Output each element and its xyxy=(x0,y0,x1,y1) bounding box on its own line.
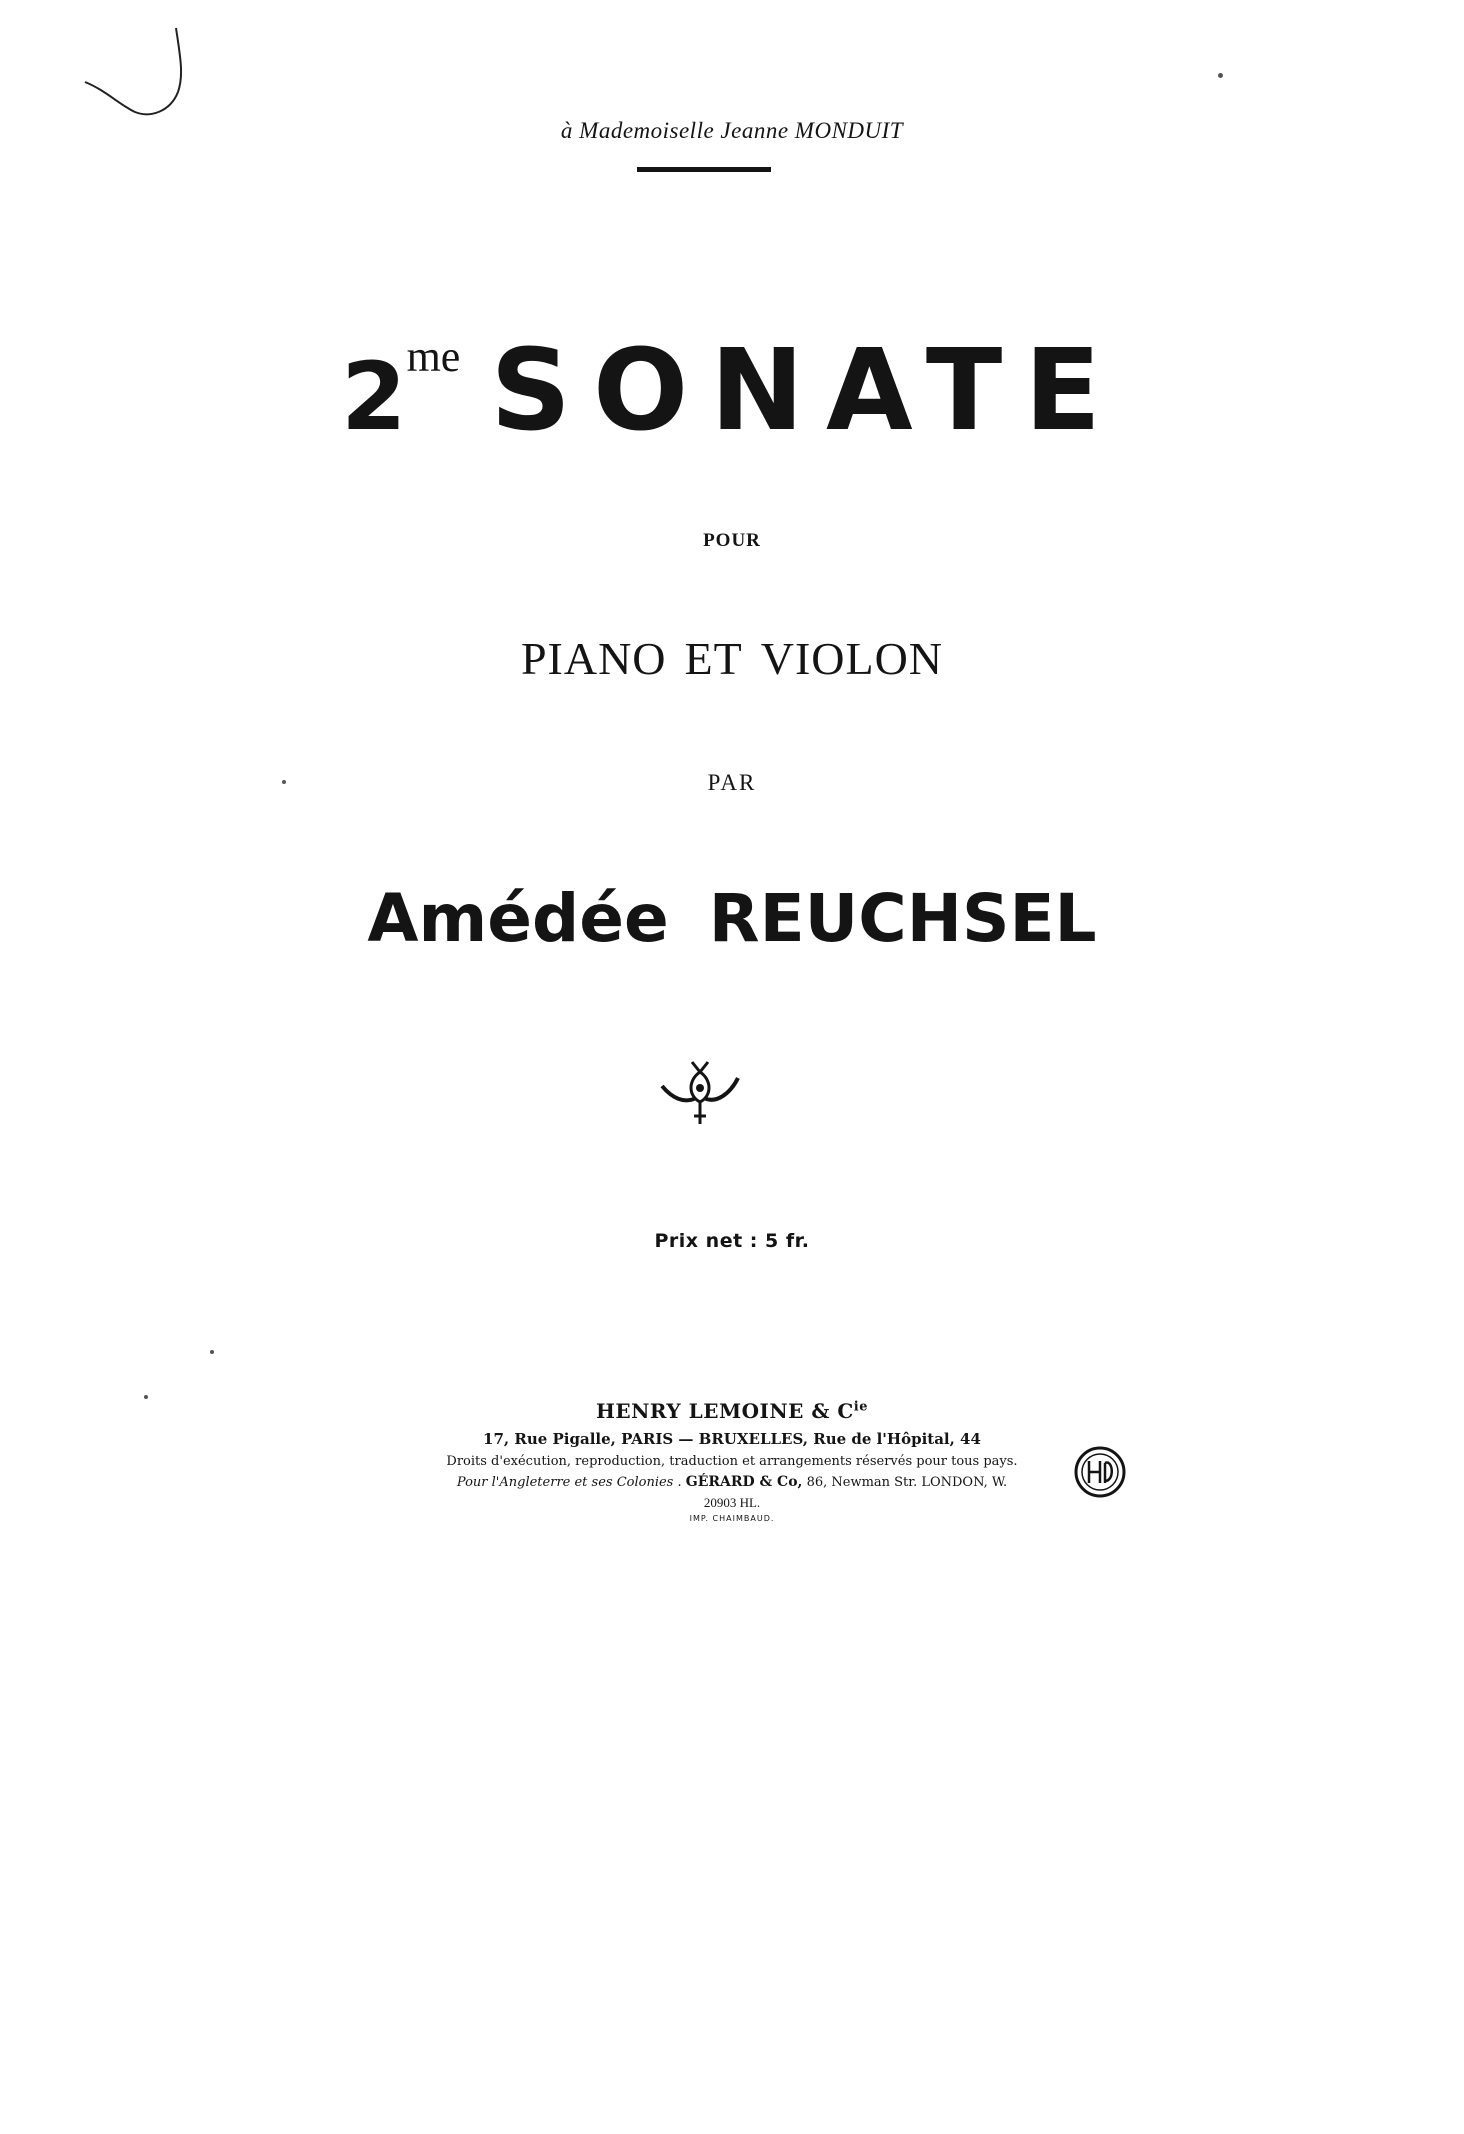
composer-first-name: Amédée xyxy=(367,880,669,957)
title-ordinal-suffix: me xyxy=(406,332,461,381)
rights-notice: Droits d'exécution, reproduction, traduction et arrangements réservés pour tous pays. xyxy=(446,1454,1018,1469)
instrumentation xyxy=(0,632,1464,685)
instrument-violin: VIOLON xyxy=(760,633,944,684)
work-title xyxy=(0,326,1464,456)
uk-address: 86, Newman Str. LONDON, W. xyxy=(806,1475,1008,1490)
pour-label: POUR xyxy=(703,530,761,551)
scan-speck xyxy=(210,1350,214,1354)
uk-agent-line: Pour l'Angleterre et ses Colonies . GÉRARD & Co, 86, Newman Str. LONDON, W. xyxy=(456,1474,1008,1490)
scan-speck xyxy=(1218,73,1223,78)
publisher-seal-icon xyxy=(1073,1445,1127,1499)
composer-name xyxy=(0,880,1464,957)
floral-ornament-icon xyxy=(658,1058,742,1128)
instrument-conjunction: ET xyxy=(684,633,743,684)
publisher-name-suffix: ie xyxy=(853,1399,869,1415)
catalogue-number: 20903 HL. xyxy=(703,1495,761,1510)
par-label: PAR xyxy=(707,770,757,795)
publisher-address: 17, Rue Pigalle, PARIS — BRUXELLES, Rue de l'Hôpital, 44 xyxy=(483,1430,981,1448)
price: Prix net : 5 fr. xyxy=(654,1230,810,1252)
publisher-name xyxy=(0,1399,1464,1423)
composer-last-name: REUCHSEL xyxy=(708,880,1097,957)
uk-agent: GÉRARD & Co, xyxy=(685,1474,803,1490)
instrument-piano: PIANO xyxy=(520,633,667,684)
printer-imprint: IMP. CHAIMBAUD. xyxy=(689,1514,775,1523)
uk-prefix: Pour l'Angleterre et ses Colonies xyxy=(456,1475,674,1490)
margin-scribble xyxy=(80,20,190,120)
dedication: à Mademoiselle Jeanne MONDUIT xyxy=(560,118,904,143)
title-word: SONATE xyxy=(490,326,1123,456)
publisher-name-text: HENRY LEMOINE & C xyxy=(595,1399,854,1423)
dedication-rule xyxy=(637,167,771,172)
title-ordinal: 2 xyxy=(341,343,407,452)
